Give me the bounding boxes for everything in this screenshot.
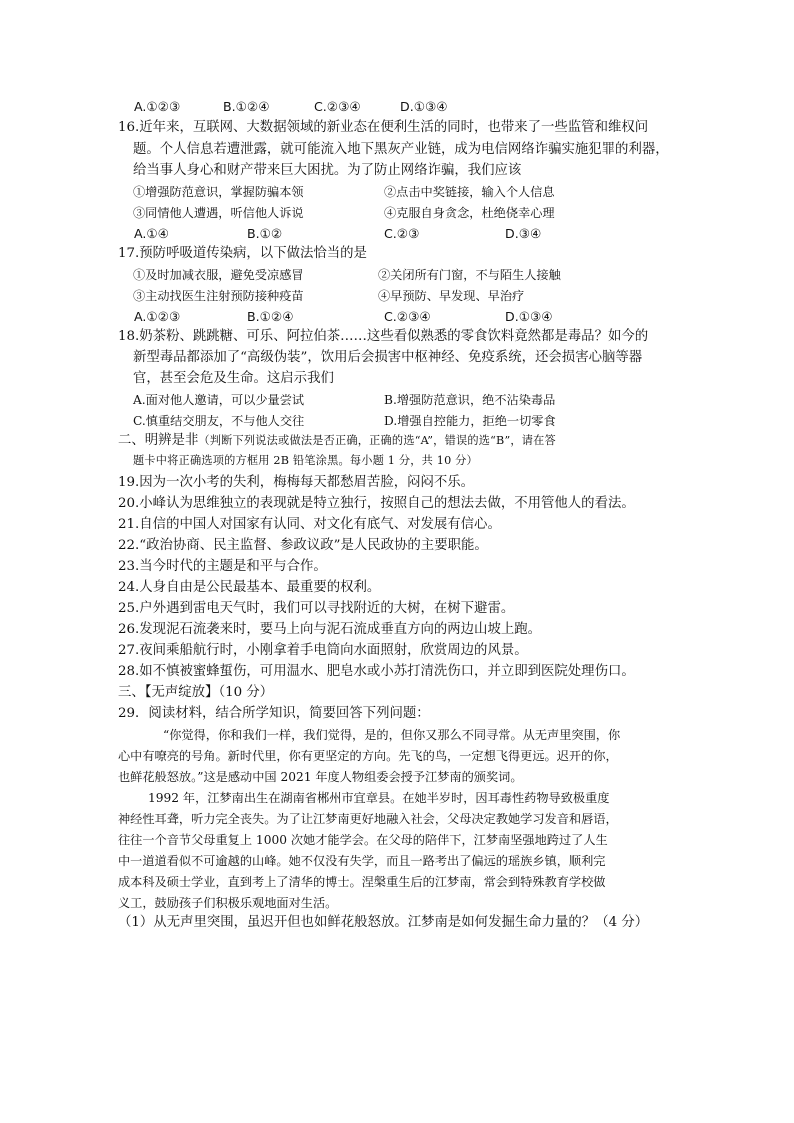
- material-line: 神经性耳聋，听力完全丧失。为了让江梦南更好地融入社会，父母决定教她学习发音和唇语，: [118, 812, 618, 826]
- q17-item: ②关闭所有门窗，不与陌生人接触: [378, 268, 561, 282]
- option-d: D.①③④: [505, 309, 553, 324]
- material-line: 也鲜花般怒放。”这是感动中国 2021 年度人物组委会授予江梦南的颁奖词。: [118, 770, 523, 784]
- q16-stem-line: 16.近年来，互联网、大数据领域的新业态在便利生活的同时，也带来了一些监管和维权问: [118, 120, 649, 135]
- section-3-heading: 三、【无声绽放】（10 分）: [118, 685, 274, 700]
- option-b: B.①②④: [223, 99, 270, 114]
- judge-item: 27.夜间乘船航行时，小刚拿着手电筒向水面照射，欣赏周边的风景。: [118, 643, 528, 658]
- judge-item: 23.当今时代的主题是和平与合作。: [118, 559, 327, 574]
- material-line: 往往一个音节父母重复上 1000 次她才能学会。在父母的陪伴下，江梦南坚强地跨过了人生: [118, 833, 608, 847]
- q17-item: ③主动找医生注射预防接种疫苗: [133, 289, 304, 303]
- option-c: C.②③④: [384, 309, 431, 324]
- judge-item: 28.如不慎被蜜蜂蜇伤，可用温水、肥皂水或小苏打清洗伤口，并立即到医院处理伤口。: [118, 664, 635, 679]
- q16-item: ④克服自身贪念，杜绝侥幸心理: [384, 206, 555, 220]
- q17-item: ④早预防、早发现、早治疗: [378, 289, 525, 303]
- material-line: 1992 年，江梦南出生在湖南省郴州市宜章县。在她半岁时，因耳毒性药物导致极重度: [148, 791, 610, 805]
- material-line: 成本科及硕士学业，直到考上了清华的博士。涅槃重生后的江梦南，常会到特殊教育学校做: [118, 875, 606, 889]
- option-a: A.面对他人邀请，可以少量尝试: [133, 393, 305, 407]
- judge-item: 22.“政治协商、民主监督、参政议政”是人民政协的主要职能。: [118, 538, 488, 553]
- section-2-heading: 二、明辨是非: [118, 433, 199, 448]
- option-b: B.增强防范意识，绝不沾染毒品: [384, 393, 556, 407]
- material-line: 心中有嘹亮的号角。新时代里，你有更坚定的方向。先飞的鸟，一定想飞得更远。迟开的你，: [118, 749, 618, 763]
- option-c: C.②③④: [314, 99, 361, 114]
- option-c: C.②③: [384, 226, 420, 241]
- judge-item: 19.因为一次小考的失利，梅梅每天都愁眉苦脸，闷闷不乐。: [118, 475, 475, 490]
- option-b: B.①②: [247, 226, 283, 241]
- q16-item: ①增强防范意识，掌握防骗本领: [133, 185, 304, 199]
- option-d: D.③④: [505, 226, 542, 241]
- option-d: D.①③④: [400, 99, 448, 114]
- material-line: “你觉得，你和我们一样，我们觉得，是的，但你又那么不同寻常。从无声里突围，你: [163, 728, 621, 742]
- judge-item: 24.人身自由是公民最基本、最重要的权利。: [118, 580, 381, 595]
- q17-item: ①及时加减衣服，避免受凉感冒: [133, 268, 304, 282]
- section-2-instruction: 题卡中将正确选项的方框用 2B 铅笔涂黑。每小题 1 分，共 10 分）: [133, 454, 478, 467]
- q18-stem-line: 新型毒品都添加了“高级伪装”，饮用后会损害中枢神经、免疫系统，还会损害心脑等器: [133, 350, 643, 365]
- option-a: A.①②③: [134, 99, 181, 114]
- option-a: A.①②③: [134, 309, 181, 324]
- judge-item: 25.户外遇到雷电天气时，我们可以寻找附近的大树，在树下避雷。: [118, 601, 515, 616]
- q18-stem-line: 18.奶茶粉、跳跳糖、可乐、阿拉伯茶……这些看似熟悉的零食饮料竟然都是毒品？如今的: [118, 329, 649, 344]
- q16-stem-line: 题。个人信息若遭泄露，就可能流入地下黑灰产业链，成为电信网络诈骗实施犯罪的利器，: [133, 142, 669, 157]
- q17-stem-line: 17.预防呼吸道传染病，以下做法恰当的是: [118, 246, 367, 261]
- material-line: 义工，鼓励孩子们积极乐观地面对生活。: [118, 896, 338, 910]
- option-d: D.增强自控能力，拒绝一切零食: [384, 414, 556, 428]
- section-2-instruction: （判断下列说法或做法是否正确，正确的选“A”，错误的选“B”，请在答: [198, 434, 556, 447]
- q16-item: ②点击中奖链接，输入个人信息: [384, 185, 555, 199]
- sub-question-1: （1）从无声里突围，虽迟开但也如鲜花般怒放。江梦南是如何发掘生命力量的？（4 分）: [118, 915, 649, 930]
- judge-item: 26.发现泥石流袭来时，要马上向与泥石流成垂直方向的两边山坡上跑。: [118, 622, 542, 637]
- q16-item: ③同情他人遭遇，听信他人诉说: [133, 206, 304, 220]
- q16-stem-line: 给当事人身心和财产带来巨大困扰。为了防止网络诈骗，我们应该: [133, 163, 522, 178]
- option-c: C.慎重结交朋友，不与他人交往: [133, 414, 305, 428]
- judge-item: 21.自信的中国人对国家有认同、对文化有底气、对发展有信心。: [118, 517, 501, 532]
- material-line: 中一道道看似不可逾越的山峰。她不仅没有失学，而且一路考出了偏远的瑶族乡镇，顺利完: [118, 854, 606, 868]
- judge-item: 20.小峰认为思维独立的表现就是特立独行，按照自己的想法去做，不用管他人的看法。: [118, 496, 635, 511]
- option-b: B.①②④: [247, 309, 294, 324]
- q29-stem: 29．阅读材料，结合所学知识，简要回答下列问题：: [118, 706, 430, 721]
- q18-stem-line: 官，甚至会危及生命。这启示我们: [133, 371, 334, 386]
- option-a: A.①④: [134, 226, 169, 241]
